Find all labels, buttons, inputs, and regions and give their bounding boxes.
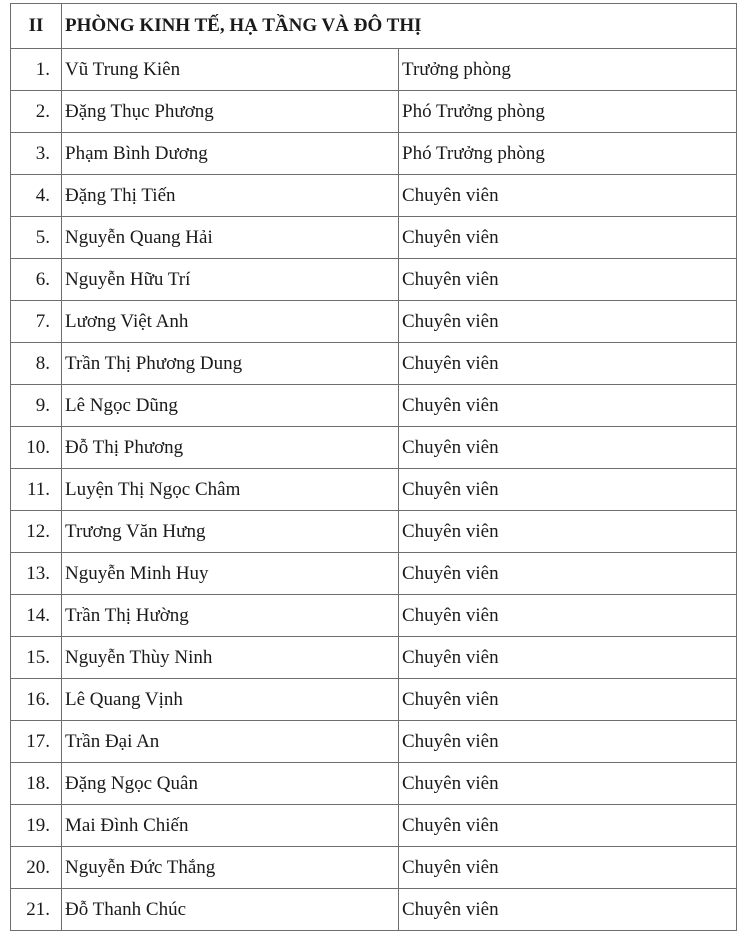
staff-position: Chuyên viên xyxy=(399,595,737,637)
staff-position: Chuyên viên xyxy=(399,511,737,553)
table-row xyxy=(11,553,737,595)
staff-name: Nguyễn Minh Huy xyxy=(62,553,399,595)
section-number: II xyxy=(11,4,62,49)
table-row xyxy=(11,847,737,889)
table-row xyxy=(11,679,737,721)
staff-position: Chuyên viên xyxy=(399,175,737,217)
table-row xyxy=(11,763,737,805)
table-row xyxy=(11,49,737,91)
staff-name: Mai Đình Chiến xyxy=(62,805,399,847)
staff-position: Chuyên viên xyxy=(399,637,737,679)
staff-name: Phạm Bình Dương xyxy=(62,133,399,175)
row-number: 11. xyxy=(11,469,62,511)
table-row xyxy=(11,343,737,385)
staff-position: Chuyên viên xyxy=(399,343,737,385)
table-row xyxy=(11,385,737,427)
table-row xyxy=(11,469,737,511)
table-row xyxy=(11,889,737,931)
row-number: 20. xyxy=(11,847,62,889)
staff-name: Vũ Trung Kiên xyxy=(62,49,399,91)
staff-name: Đặng Thục Phương xyxy=(62,91,399,133)
row-number: 9. xyxy=(11,385,62,427)
row-number: 13. xyxy=(11,553,62,595)
staff-table-body xyxy=(11,4,737,931)
staff-list-document xyxy=(10,3,737,931)
row-number: 1. xyxy=(11,49,62,91)
staff-name: Nguyễn Thùy Ninh xyxy=(62,637,399,679)
staff-position: Chuyên viên xyxy=(399,427,737,469)
staff-position: Chuyên viên xyxy=(399,259,737,301)
row-number: 21. xyxy=(11,889,62,931)
row-number: 6. xyxy=(11,259,62,301)
staff-position: Phó Trưởng phòng xyxy=(399,91,737,133)
table-row xyxy=(11,133,737,175)
table-row xyxy=(11,427,737,469)
table-row xyxy=(11,217,737,259)
row-number: 5. xyxy=(11,217,62,259)
table-row xyxy=(11,175,737,217)
staff-name: Đỗ Thị Phương xyxy=(62,427,399,469)
table-row xyxy=(11,259,737,301)
row-number: 12. xyxy=(11,511,62,553)
staff-position: Chuyên viên xyxy=(399,847,737,889)
row-number: 18. xyxy=(11,763,62,805)
row-number: 4. xyxy=(11,175,62,217)
row-number: 7. xyxy=(11,301,62,343)
staff-name: Luyện Thị Ngọc Châm xyxy=(62,469,399,511)
table-row xyxy=(11,805,737,847)
staff-position: Chuyên viên xyxy=(399,469,737,511)
staff-name: Nguyễn Hữu Trí xyxy=(62,259,399,301)
table-row xyxy=(11,301,737,343)
staff-name: Lương Việt Anh xyxy=(62,301,399,343)
staff-name: Trần Đại An xyxy=(62,721,399,763)
staff-position: Chuyên viên xyxy=(399,679,737,721)
row-number: 3. xyxy=(11,133,62,175)
staff-name: Trương Văn Hưng xyxy=(62,511,399,553)
staff-position: Chuyên viên xyxy=(399,763,737,805)
staff-name: Nguyễn Đức Thắng xyxy=(62,847,399,889)
staff-position: Chuyên viên xyxy=(399,301,737,343)
staff-position: Trưởng phòng xyxy=(399,49,737,91)
staff-table xyxy=(10,3,737,931)
staff-position: Chuyên viên xyxy=(399,721,737,763)
staff-name: Trần Thị Hường xyxy=(62,595,399,637)
row-number: 2. xyxy=(11,91,62,133)
staff-position: Chuyên viên xyxy=(399,217,737,259)
table-row xyxy=(11,511,737,553)
staff-name: Trần Thị Phương Dung xyxy=(62,343,399,385)
row-number: 8. xyxy=(11,343,62,385)
table-row xyxy=(11,595,737,637)
staff-name: Nguyễn Quang Hải xyxy=(62,217,399,259)
table-row xyxy=(11,91,737,133)
row-number: 17. xyxy=(11,721,62,763)
staff-name: Lê Quang Vịnh xyxy=(62,679,399,721)
staff-position: Chuyên viên xyxy=(399,553,737,595)
table-row xyxy=(11,721,737,763)
staff-name: Đặng Thị Tiến xyxy=(62,175,399,217)
staff-position: Phó Trưởng phòng xyxy=(399,133,737,175)
row-number: 16. xyxy=(11,679,62,721)
staff-position: Chuyên viên xyxy=(399,805,737,847)
row-number: 15. xyxy=(11,637,62,679)
staff-name: Đặng Ngọc Quân xyxy=(62,763,399,805)
staff-name: Đỗ Thanh Chúc xyxy=(62,889,399,931)
table-row xyxy=(11,637,737,679)
row-number: 10. xyxy=(11,427,62,469)
section-header-row xyxy=(11,4,737,49)
staff-name: Lê Ngọc Dũng xyxy=(62,385,399,427)
staff-position: Chuyên viên xyxy=(399,385,737,427)
row-number: 14. xyxy=(11,595,62,637)
section-title: PHÒNG KINH TẾ, HẠ TẦNG VÀ ĐÔ THỊ xyxy=(62,4,737,49)
staff-position: Chuyên viên xyxy=(399,889,737,931)
row-number: 19. xyxy=(11,805,62,847)
